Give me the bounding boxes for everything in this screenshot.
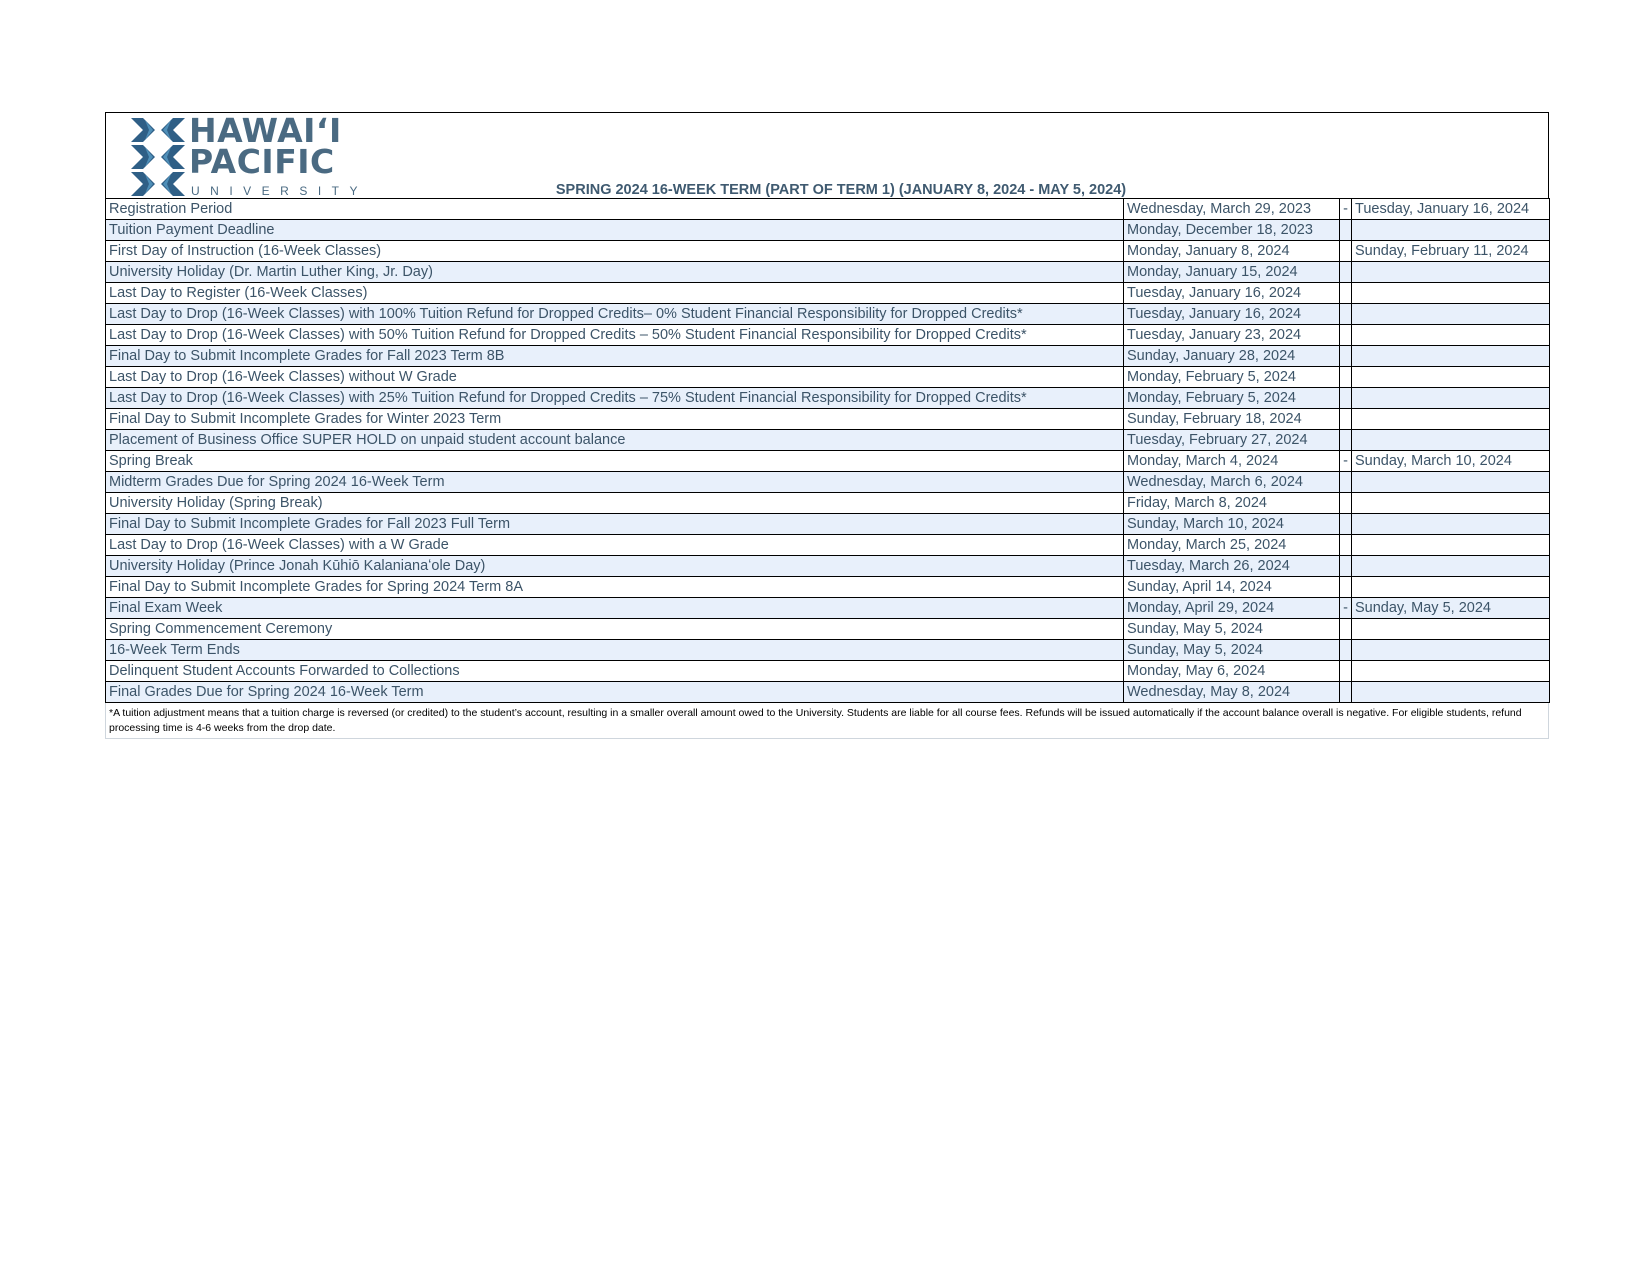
table-row: [106, 409, 1550, 430]
table-row: [106, 367, 1550, 388]
start-date-cell: Sunday, April 14, 2024: [1124, 577, 1340, 598]
end-date-cell: [1352, 325, 1550, 346]
event-cell: Spring Break: [106, 451, 1124, 472]
event-cell: Final Day to Submit Incomplete Grades for Winter 2023 Term: [106, 409, 1124, 430]
event-cell: Midterm Grades Due for Spring 2024 16-Week Term: [106, 472, 1124, 493]
end-date-cell: [1352, 367, 1550, 388]
start-date-cell: Wednesday, May 8, 2024: [1124, 682, 1340, 703]
date-range-separator: [1340, 619, 1352, 640]
end-date-cell: Sunday, February 11, 2024: [1352, 241, 1550, 262]
date-range-separator: [1340, 493, 1352, 514]
table-row: [106, 661, 1550, 682]
logo-line-2: PACIFIC: [189, 142, 335, 181]
date-range-separator: [1340, 325, 1352, 346]
table-row: [106, 598, 1550, 619]
start-date-cell: Wednesday, March 29, 2023: [1124, 199, 1340, 220]
event-cell: Final Day to Submit Incomplete Grades for Fall 2023 Full Term: [106, 514, 1124, 535]
table-row: [106, 682, 1550, 703]
date-range-separator: [1340, 472, 1352, 493]
event-cell: University Holiday (Prince Jonah Kūhiō Kalanianaʻole Day): [106, 556, 1124, 577]
refund-footnote: *A tuition adjustment means that a tuition charge is reversed (or credited) to the student’s account, resulting in a smaller overall amount owed to the University. Students are liable for all course fees. Refunds will be issued automatically if the account balance overall is negative. For eligible students, refund processing time is 4-6 weeks from the drop date.: [105, 703, 1549, 739]
end-date-cell: Sunday, March 10, 2024: [1352, 451, 1550, 472]
start-date-cell: Monday, February 5, 2024: [1124, 388, 1340, 409]
event-cell: Final Day to Submit Incomplete Grades for Fall 2023 Term 8B: [106, 346, 1124, 367]
start-date-cell: Tuesday, January 23, 2024: [1124, 325, 1340, 346]
end-date-cell: [1352, 493, 1550, 514]
table-row: [106, 577, 1550, 598]
event-cell: Registration Period: [106, 199, 1124, 220]
event-cell: University Holiday (Dr. Martin Luther King, Jr. Day): [106, 262, 1124, 283]
start-date-cell: Tuesday, January 16, 2024: [1124, 283, 1340, 304]
start-date-cell: Sunday, May 5, 2024: [1124, 640, 1340, 661]
start-date-cell: Tuesday, January 16, 2024: [1124, 304, 1340, 325]
date-range-separator: [1340, 283, 1352, 304]
event-cell: Tuition Payment Deadline: [106, 220, 1124, 241]
calendar-title: [106, 182, 1548, 198]
event-cell: Final Grades Due for Spring 2024 16-Week Term: [106, 682, 1124, 703]
table-row: [106, 283, 1550, 304]
event-cell: Last Day to Drop (16-Week Classes) with 100% Tuition Refund for Dropped Credits– 0% Student Financial Responsibility for Dropped Credits*: [106, 304, 1124, 325]
date-range-separator: [1340, 640, 1352, 661]
start-date-cell: Monday, February 5, 2024: [1124, 367, 1340, 388]
end-date-cell: [1352, 682, 1550, 703]
end-date-cell: [1352, 346, 1550, 367]
table-row: [106, 619, 1550, 640]
table-row: [106, 493, 1550, 514]
table-row: [106, 325, 1550, 346]
table-row: [106, 535, 1550, 556]
date-range-separator: [1340, 514, 1352, 535]
start-date-cell: Sunday, March 10, 2024: [1124, 514, 1340, 535]
end-date-cell: [1352, 556, 1550, 577]
date-range-separator: [1340, 367, 1352, 388]
date-range-separator: [1340, 409, 1352, 430]
end-date-cell: [1352, 619, 1550, 640]
logo-line-1: HAWAIʻI: [189, 111, 342, 150]
event-cell: Last Day to Drop (16-Week Classes) without W Grade: [106, 367, 1124, 388]
event-cell: Final Day to Submit Incomplete Grades for Spring 2024 Term 8A: [106, 577, 1124, 598]
table-row: [106, 640, 1550, 661]
date-range-separator: [1340, 556, 1352, 577]
start-date-cell: Monday, December 18, 2023: [1124, 220, 1340, 241]
date-range-separator: [1340, 682, 1352, 703]
start-date-cell: Friday, March 8, 2024: [1124, 493, 1340, 514]
table-row: [106, 556, 1550, 577]
academic-calendar-sheet: [105, 112, 1549, 739]
start-date-cell: Wednesday, March 6, 2024: [1124, 472, 1340, 493]
calendar-header: [105, 112, 1549, 198]
table-row: [106, 430, 1550, 451]
start-date-cell: Sunday, February 18, 2024: [1124, 409, 1340, 430]
date-range-separator: -: [1340, 598, 1352, 619]
start-date-cell: Monday, March 25, 2024: [1124, 535, 1340, 556]
event-cell: 16-Week Term Ends: [106, 640, 1124, 661]
date-range-separator: [1340, 304, 1352, 325]
end-date-cell: [1352, 283, 1550, 304]
table-row: [106, 514, 1550, 535]
start-date-cell: Monday, April 29, 2024: [1124, 598, 1340, 619]
event-cell: Delinquent Student Accounts Forwarded to Collections: [106, 661, 1124, 682]
event-cell: First Day of Instruction (16-Week Classes): [106, 241, 1124, 262]
date-range-separator: -: [1340, 451, 1352, 472]
start-date-cell: Tuesday, February 27, 2024: [1124, 430, 1340, 451]
table-row: [106, 388, 1550, 409]
calendar-title-text: SPRING 2024 16-WEEK TERM (PART OF TERM 1) (JANUARY 8, 2024 - MAY 5, 2024): [555, 182, 1127, 198]
table-row: [106, 472, 1550, 493]
calendar-table: [105, 198, 1550, 703]
start-date-cell: Monday, January 8, 2024: [1124, 241, 1340, 262]
start-date-cell: Monday, January 15, 2024: [1124, 262, 1340, 283]
event-cell: Last Day to Register (16-Week Classes): [106, 283, 1124, 304]
table-row: [106, 346, 1550, 367]
event-cell: Last Day to Drop (16-Week Classes) with a W Grade: [106, 535, 1124, 556]
start-date-cell: Monday, May 6, 2024: [1124, 661, 1340, 682]
end-date-cell: Sunday, May 5, 2024: [1352, 598, 1550, 619]
start-date-cell: Tuesday, March 26, 2024: [1124, 556, 1340, 577]
logo-line-3: UNIVERSITY: [191, 184, 369, 198]
date-range-separator: [1340, 430, 1352, 451]
end-date-cell: [1352, 430, 1550, 451]
end-date-cell: [1352, 304, 1550, 325]
date-range-separator: [1340, 346, 1352, 367]
event-cell: Last Day to Drop (16-Week Classes) with 25% Tuition Refund for Dropped Credits – 75% Student Financial Responsibility for Dropped Credits*: [106, 388, 1124, 409]
event-cell: Spring Commencement Ceremony: [106, 619, 1124, 640]
date-range-separator: [1340, 535, 1352, 556]
event-cell: Final Exam Week: [106, 598, 1124, 619]
event-cell: University Holiday (Spring Break): [106, 493, 1124, 514]
end-date-cell: [1352, 535, 1550, 556]
end-date-cell: [1352, 577, 1550, 598]
table-row: [106, 220, 1550, 241]
start-date-cell: Monday, March 4, 2024: [1124, 451, 1340, 472]
date-range-separator: [1340, 262, 1352, 283]
end-date-cell: [1352, 220, 1550, 241]
end-date-cell: Tuesday, January 16, 2024: [1352, 199, 1550, 220]
logo-wordmark: [189, 111, 342, 181]
start-date-cell: Sunday, January 28, 2024: [1124, 346, 1340, 367]
date-range-separator: [1340, 661, 1352, 682]
event-cell: Placement of Business Office SUPER HOLD on unpaid student account balance: [106, 430, 1124, 451]
date-range-separator: [1340, 220, 1352, 241]
start-date-cell: Sunday, May 5, 2024: [1124, 619, 1340, 640]
end-date-cell: [1352, 262, 1550, 283]
date-range-separator: [1340, 388, 1352, 409]
table-row: [106, 451, 1550, 472]
table-row: [106, 241, 1550, 262]
table-row: [106, 199, 1550, 220]
end-date-cell: [1352, 388, 1550, 409]
end-date-cell: [1352, 640, 1550, 661]
date-range-separator: -: [1340, 199, 1352, 220]
date-range-separator: [1340, 241, 1352, 262]
end-date-cell: [1352, 514, 1550, 535]
end-date-cell: [1352, 472, 1550, 493]
table-row: [106, 304, 1550, 325]
calendar-table-body: [106, 199, 1550, 703]
end-date-cell: [1352, 409, 1550, 430]
end-date-cell: [1352, 661, 1550, 682]
date-range-separator: [1340, 577, 1352, 598]
table-row: [106, 262, 1550, 283]
event-cell: Last Day to Drop (16-Week Classes) with 50% Tuition Refund for Dropped Credits – 50% Student Financial Responsibility for Dropped Credits*: [106, 325, 1124, 346]
